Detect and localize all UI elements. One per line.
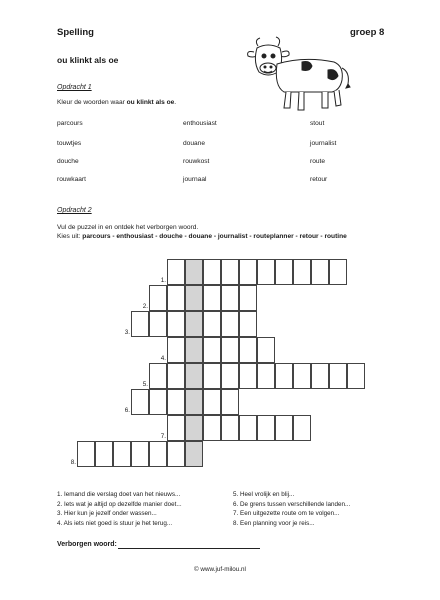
- puzzle-cell[interactable]: [203, 363, 221, 389]
- puzzle-cell[interactable]: [131, 389, 149, 415]
- clue-item: 1. Iemand die verslag doet van het nieuws...: [57, 491, 181, 498]
- puzzle-cell[interactable]: [311, 259, 329, 285]
- task1-instruction-bold: ou klinkt als oe: [126, 99, 175, 106]
- footer-credit: © www.juf-milou.nl: [194, 566, 246, 573]
- hidden-word-cell[interactable]: [185, 415, 203, 441]
- hidden-word-cell[interactable]: [185, 311, 203, 337]
- clue-item: 8. Een planning voor je reis...: [233, 519, 315, 527]
- puzzle-cell[interactable]: [221, 337, 239, 363]
- puzzle-cell[interactable]: [167, 363, 185, 389]
- puzzle-cell[interactable]: [329, 259, 347, 285]
- puzzle-cell[interactable]: [329, 363, 347, 389]
- puzzle-cell[interactable]: [239, 363, 257, 389]
- clue-item: 3. Hier kun je jezelf onder wassen...: [57, 510, 157, 517]
- clue-item: 6. De grens tussen verschillende landen...: [233, 500, 351, 508]
- choose-words: parcours - enthousiast - douche - douane - journalist - routeplanner - retour - routine: [82, 233, 347, 240]
- puzzle-cell[interactable]: [167, 441, 185, 467]
- group-label: groep 8: [350, 27, 385, 38]
- puzzle-cell[interactable]: [167, 311, 185, 337]
- puzzle-cell[interactable]: [275, 259, 293, 285]
- puzzle-cell[interactable]: [293, 415, 311, 441]
- hidden-word-cell[interactable]: [185, 389, 203, 415]
- puzzle-cell[interactable]: [167, 415, 185, 441]
- puzzle-cell[interactable]: [167, 389, 185, 415]
- puzzle-cell[interactable]: [203, 389, 221, 415]
- word-item[interactable]: parcours: [57, 120, 83, 127]
- puzzle-cell[interactable]: [239, 415, 257, 441]
- puzzle-cell[interactable]: [77, 441, 95, 467]
- word-item[interactable]: route: [310, 158, 326, 165]
- puzzle-cell[interactable]: [239, 285, 257, 311]
- clues-left: [57, 490, 182, 528]
- puzzle-cell[interactable]: [95, 441, 113, 467]
- puzzle-cell[interactable]: [221, 259, 239, 285]
- word-item[interactable]: touwtjes: [57, 140, 82, 147]
- puzzle-cell[interactable]: [203, 311, 221, 337]
- word-item[interactable]: rouwkost: [183, 158, 210, 165]
- task1-instruction-suffix: .: [174, 99, 177, 106]
- choose-label: Kies uit:: [57, 233, 83, 240]
- clue-item: 7. Een uitgezette route om te volgen...: [233, 510, 340, 517]
- puzzle-cell[interactable]: [239, 311, 257, 337]
- puzzle-cell[interactable]: [257, 363, 275, 389]
- puzzle-row-number: 6.: [124, 407, 130, 414]
- task1-instruction-prefix: Kleur de woorden waar: [57, 99, 127, 106]
- puzzle-cell[interactable]: [203, 415, 221, 441]
- puzzle-cell[interactable]: [131, 311, 149, 337]
- clues-right: [233, 490, 350, 528]
- word-item[interactable]: journaal: [183, 176, 207, 183]
- puzzle-row-number: 3.: [124, 329, 130, 336]
- puzzle-cell[interactable]: [239, 259, 257, 285]
- word-item[interactable]: rouwkaart: [57, 176, 86, 183]
- puzzle-row-number: 8.: [70, 459, 76, 466]
- puzzle-cell[interactable]: [149, 441, 167, 467]
- puzzle-cell[interactable]: [239, 337, 257, 363]
- word-item[interactable]: douche: [57, 158, 79, 165]
- task2-heading: Opdracht 2: [57, 207, 92, 214]
- puzzle-cell[interactable]: [257, 259, 275, 285]
- puzzle-row-number: 4.: [160, 355, 166, 362]
- puzzle-cell[interactable]: [293, 259, 311, 285]
- puzzle-row-number: 1.: [160, 277, 166, 284]
- puzzle-cell[interactable]: [221, 415, 239, 441]
- hidden-word-line[interactable]: [118, 548, 260, 549]
- hidden-word-cell[interactable]: [185, 285, 203, 311]
- puzzle-row-number: 2.: [142, 303, 148, 310]
- hidden-word-cell[interactable]: [185, 259, 203, 285]
- puzzle-cell[interactable]: [221, 389, 239, 415]
- word-item[interactable]: journalist: [310, 140, 337, 147]
- puzzle-cell[interactable]: [149, 363, 167, 389]
- puzzle-cell[interactable]: [203, 285, 221, 311]
- clue-item: 2. Iets wat je altijd op dezelfde manier doet...: [57, 500, 182, 508]
- puzzle-cell[interactable]: [257, 415, 275, 441]
- puzzle-cell[interactable]: [203, 259, 221, 285]
- puzzle-cell[interactable]: [293, 363, 311, 389]
- page-subtitle: ou klinkt als oe: [57, 55, 119, 65]
- hidden-word-cell[interactable]: [185, 441, 203, 467]
- puzzle-cell[interactable]: [275, 415, 293, 441]
- hidden-word-row: [57, 541, 117, 548]
- puzzle-cell[interactable]: [275, 363, 293, 389]
- clue-item: 4. Als iets niet goed is stuur je het terug...: [57, 519, 173, 527]
- word-item[interactable]: retour: [310, 176, 328, 183]
- puzzle-cell[interactable]: [347, 363, 365, 389]
- word-item[interactable]: stout: [310, 120, 325, 127]
- puzzle-cell[interactable]: [203, 337, 221, 363]
- puzzle-cell[interactable]: [221, 363, 239, 389]
- task1-heading: Opdracht 1: [57, 84, 92, 91]
- puzzle-cell[interactable]: [149, 311, 167, 337]
- puzzle-cell[interactable]: [221, 285, 239, 311]
- puzzle-cell[interactable]: [131, 441, 149, 467]
- hidden-word-cell[interactable]: [185, 363, 203, 389]
- clue-item: 5. Heel vrolijk en blij...: [233, 491, 295, 498]
- puzzle-row-number: 7.: [160, 433, 166, 440]
- puzzle-row-number: 5.: [142, 381, 148, 388]
- puzzle-cell[interactable]: [167, 259, 185, 285]
- word-item[interactable]: enthousiast: [183, 120, 217, 127]
- puzzle-cell[interactable]: [167, 285, 185, 311]
- puzzle-cell[interactable]: [257, 337, 275, 363]
- hidden-word-label: Verborgen woord:: [57, 541, 117, 548]
- puzzle-cell[interactable]: [311, 363, 329, 389]
- task2-instruction: Vul de puzzel in en ontdek het verborgen woord.: [57, 224, 199, 231]
- puzzle-cell[interactable]: [113, 441, 131, 467]
- word-item[interactable]: douane: [183, 140, 206, 147]
- puzzle-cell[interactable]: [221, 311, 239, 337]
- hidden-word-cell[interactable]: [185, 337, 203, 363]
- puzzle-cell[interactable]: [149, 285, 167, 311]
- puzzle-cell[interactable]: [167, 337, 185, 363]
- page-title: Spelling: [57, 27, 94, 38]
- puzzle-cell[interactable]: [149, 389, 167, 415]
